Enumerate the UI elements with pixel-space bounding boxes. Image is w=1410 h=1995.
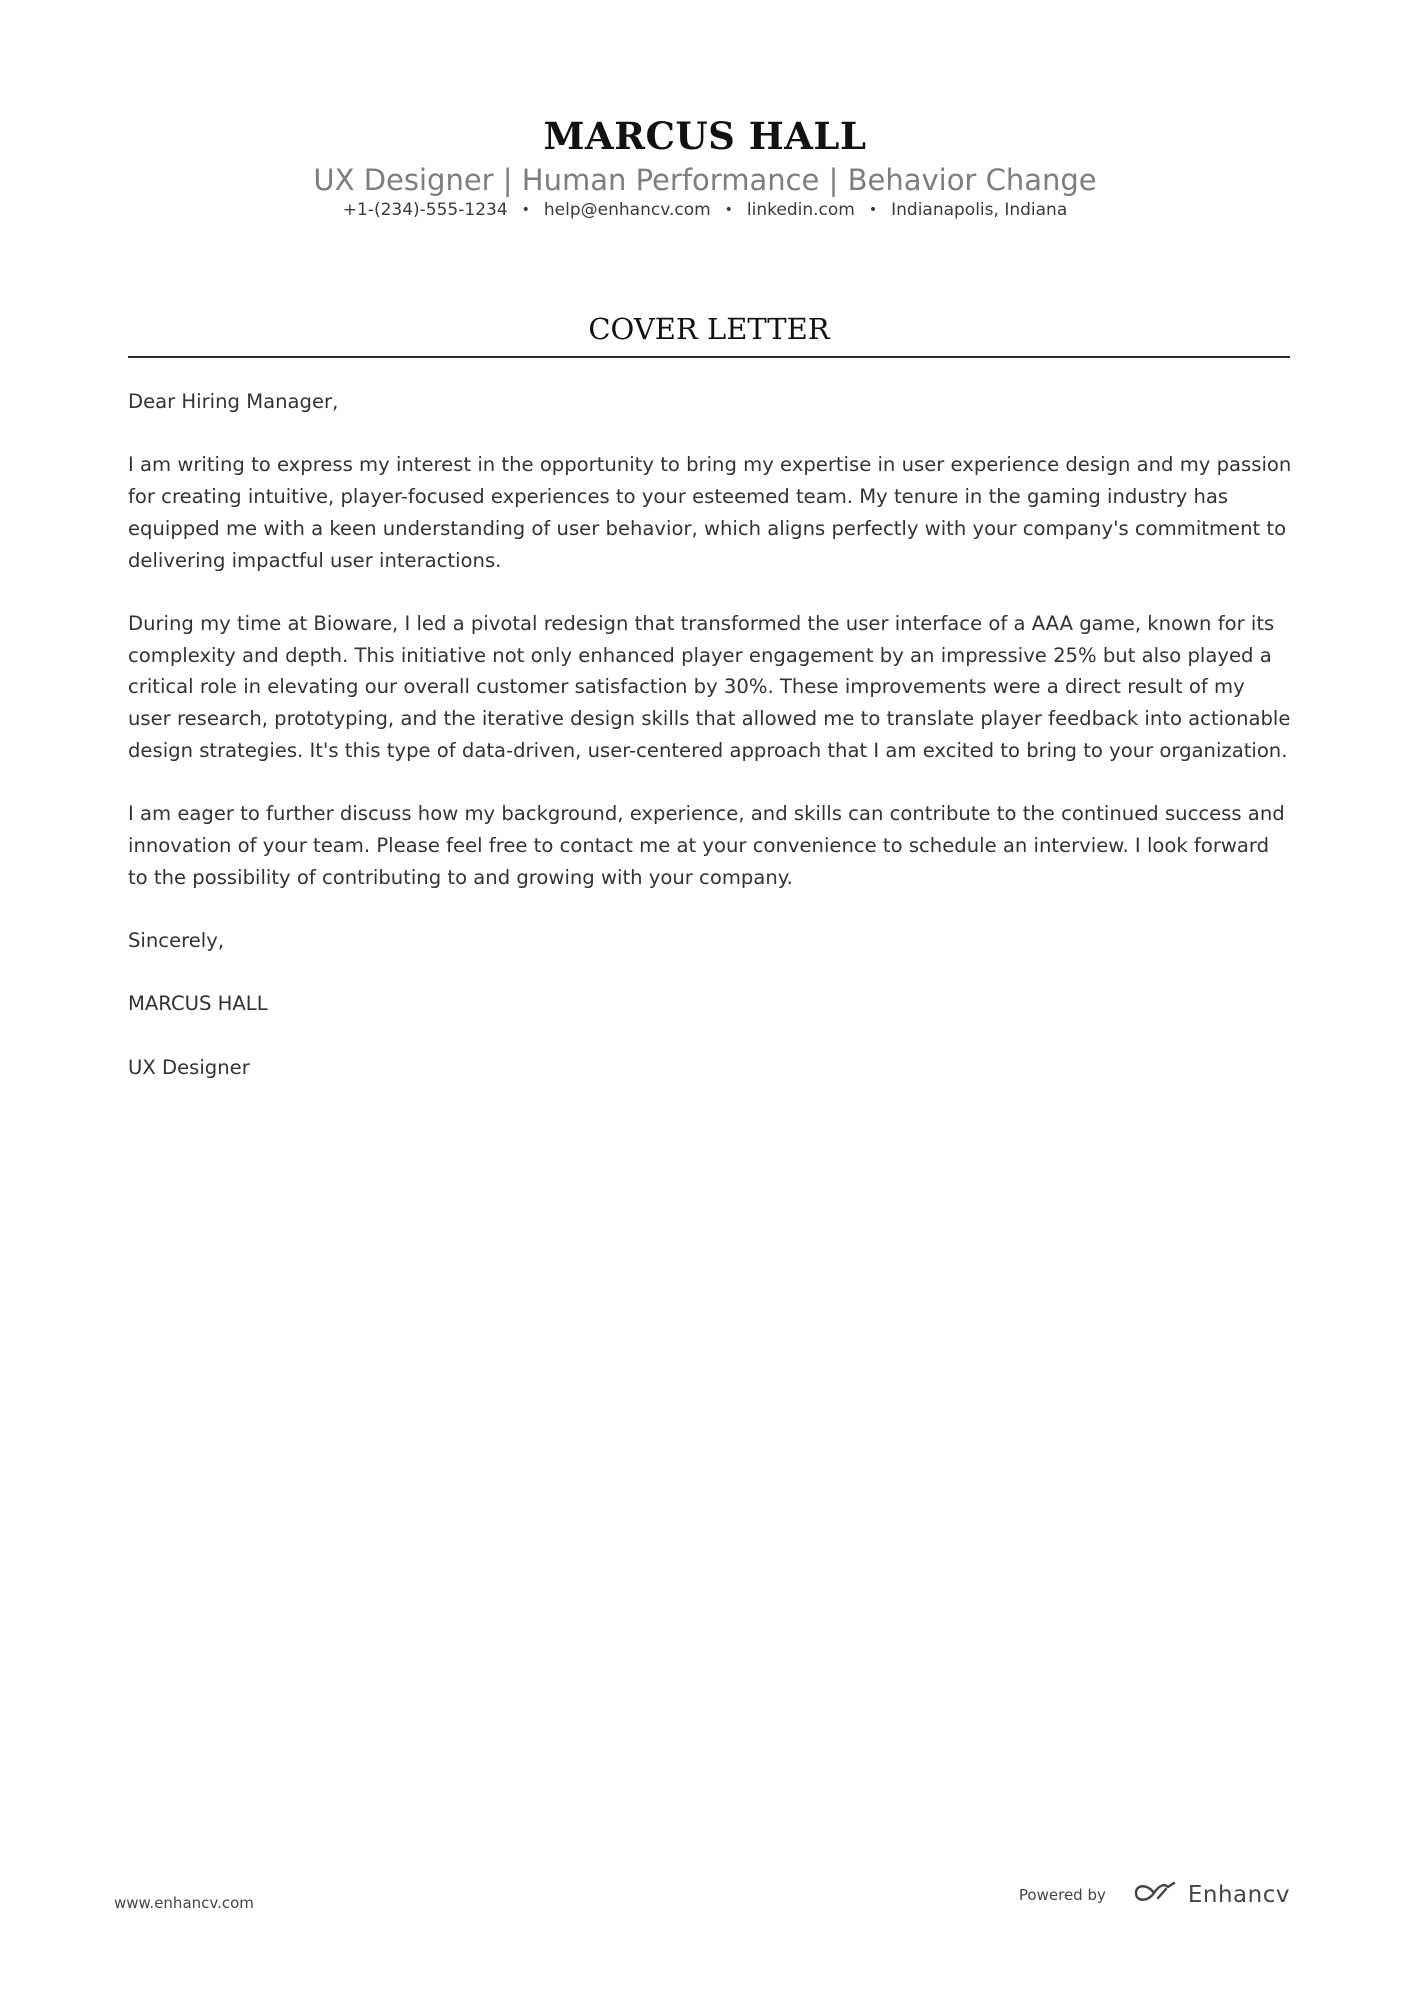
header [0,112,1410,222]
linkedin-link[interactable]: linkedin.com [746,200,855,220]
signature-title: UX Designer [128,1055,250,1079]
signature-name: MARCUS HALL [128,992,268,1016]
letter-paragraph: During my time at Bioware, I led a pivotal redesign that transformed the user interface of a AAA game, known for its complexity and depth. This initiative not only enhanced player engagement by an impressive 25% but also played a critical role in elevating our overall customer satisfaction by 30%. These improvements were a direct result of my user research, prototyping, and the iterative design skills that allowed me to translate player feedback into actionable design strategies. It's this type of data-driven, user-centered approach that I am excited to bring to your organization. [128,611,1291,762]
salutation: Dear Hiring Manager, [128,390,339,413]
closing: Sincerely, [128,928,225,952]
footer-website-link[interactable]: www.enhancv.com [114,1894,254,1912]
enhancv-logo[interactable] [1132,1881,1290,1909]
section-divider [128,356,1290,358]
enhancv-logo-icon [1132,1881,1178,1909]
letter-paragraph: I am eager to further discuss how my background, experience, and skills can contribute to the continued success and innovation of your team. Please feel free to contact me at your convenience to schedule an interview. I look forward to the possibility of contributing to and growing with your company. [128,802,1285,889]
location: Indianapolis, Indiana [891,200,1068,220]
separator-dot: • [521,202,530,218]
powered-by-label: Powered by [1018,1886,1106,1904]
separator-dot: • [868,202,878,218]
candidate-name: MARCUS HALL [543,114,867,158]
letter-body [128,386,1293,1115]
contact-info [0,198,1410,222]
letter-paragraph: I am writing to express my interest in the opportunity to bring my expertise in user experience design and my passion for creating intuitive, player-focused experiences to your esteemed team. My tenure in the gaming industry has equipped me with a keen understanding of user behavior, which aligns perfectly with your company's commitment to delivering impactful user interactions. [128,453,1292,572]
brand-name: Enhancv [1187,1882,1290,1908]
phone-number: +1-(234)-555-1234 [342,200,508,220]
footer-branding[interactable] [1019,1881,1290,1909]
candidate-headline: UX Designer | Human Performance | Behavior Change [313,163,1097,197]
email-link[interactable]: help@enhancv.com [543,200,711,220]
separator-dot: • [724,202,733,218]
section-title: COVER LETTER [588,312,830,346]
